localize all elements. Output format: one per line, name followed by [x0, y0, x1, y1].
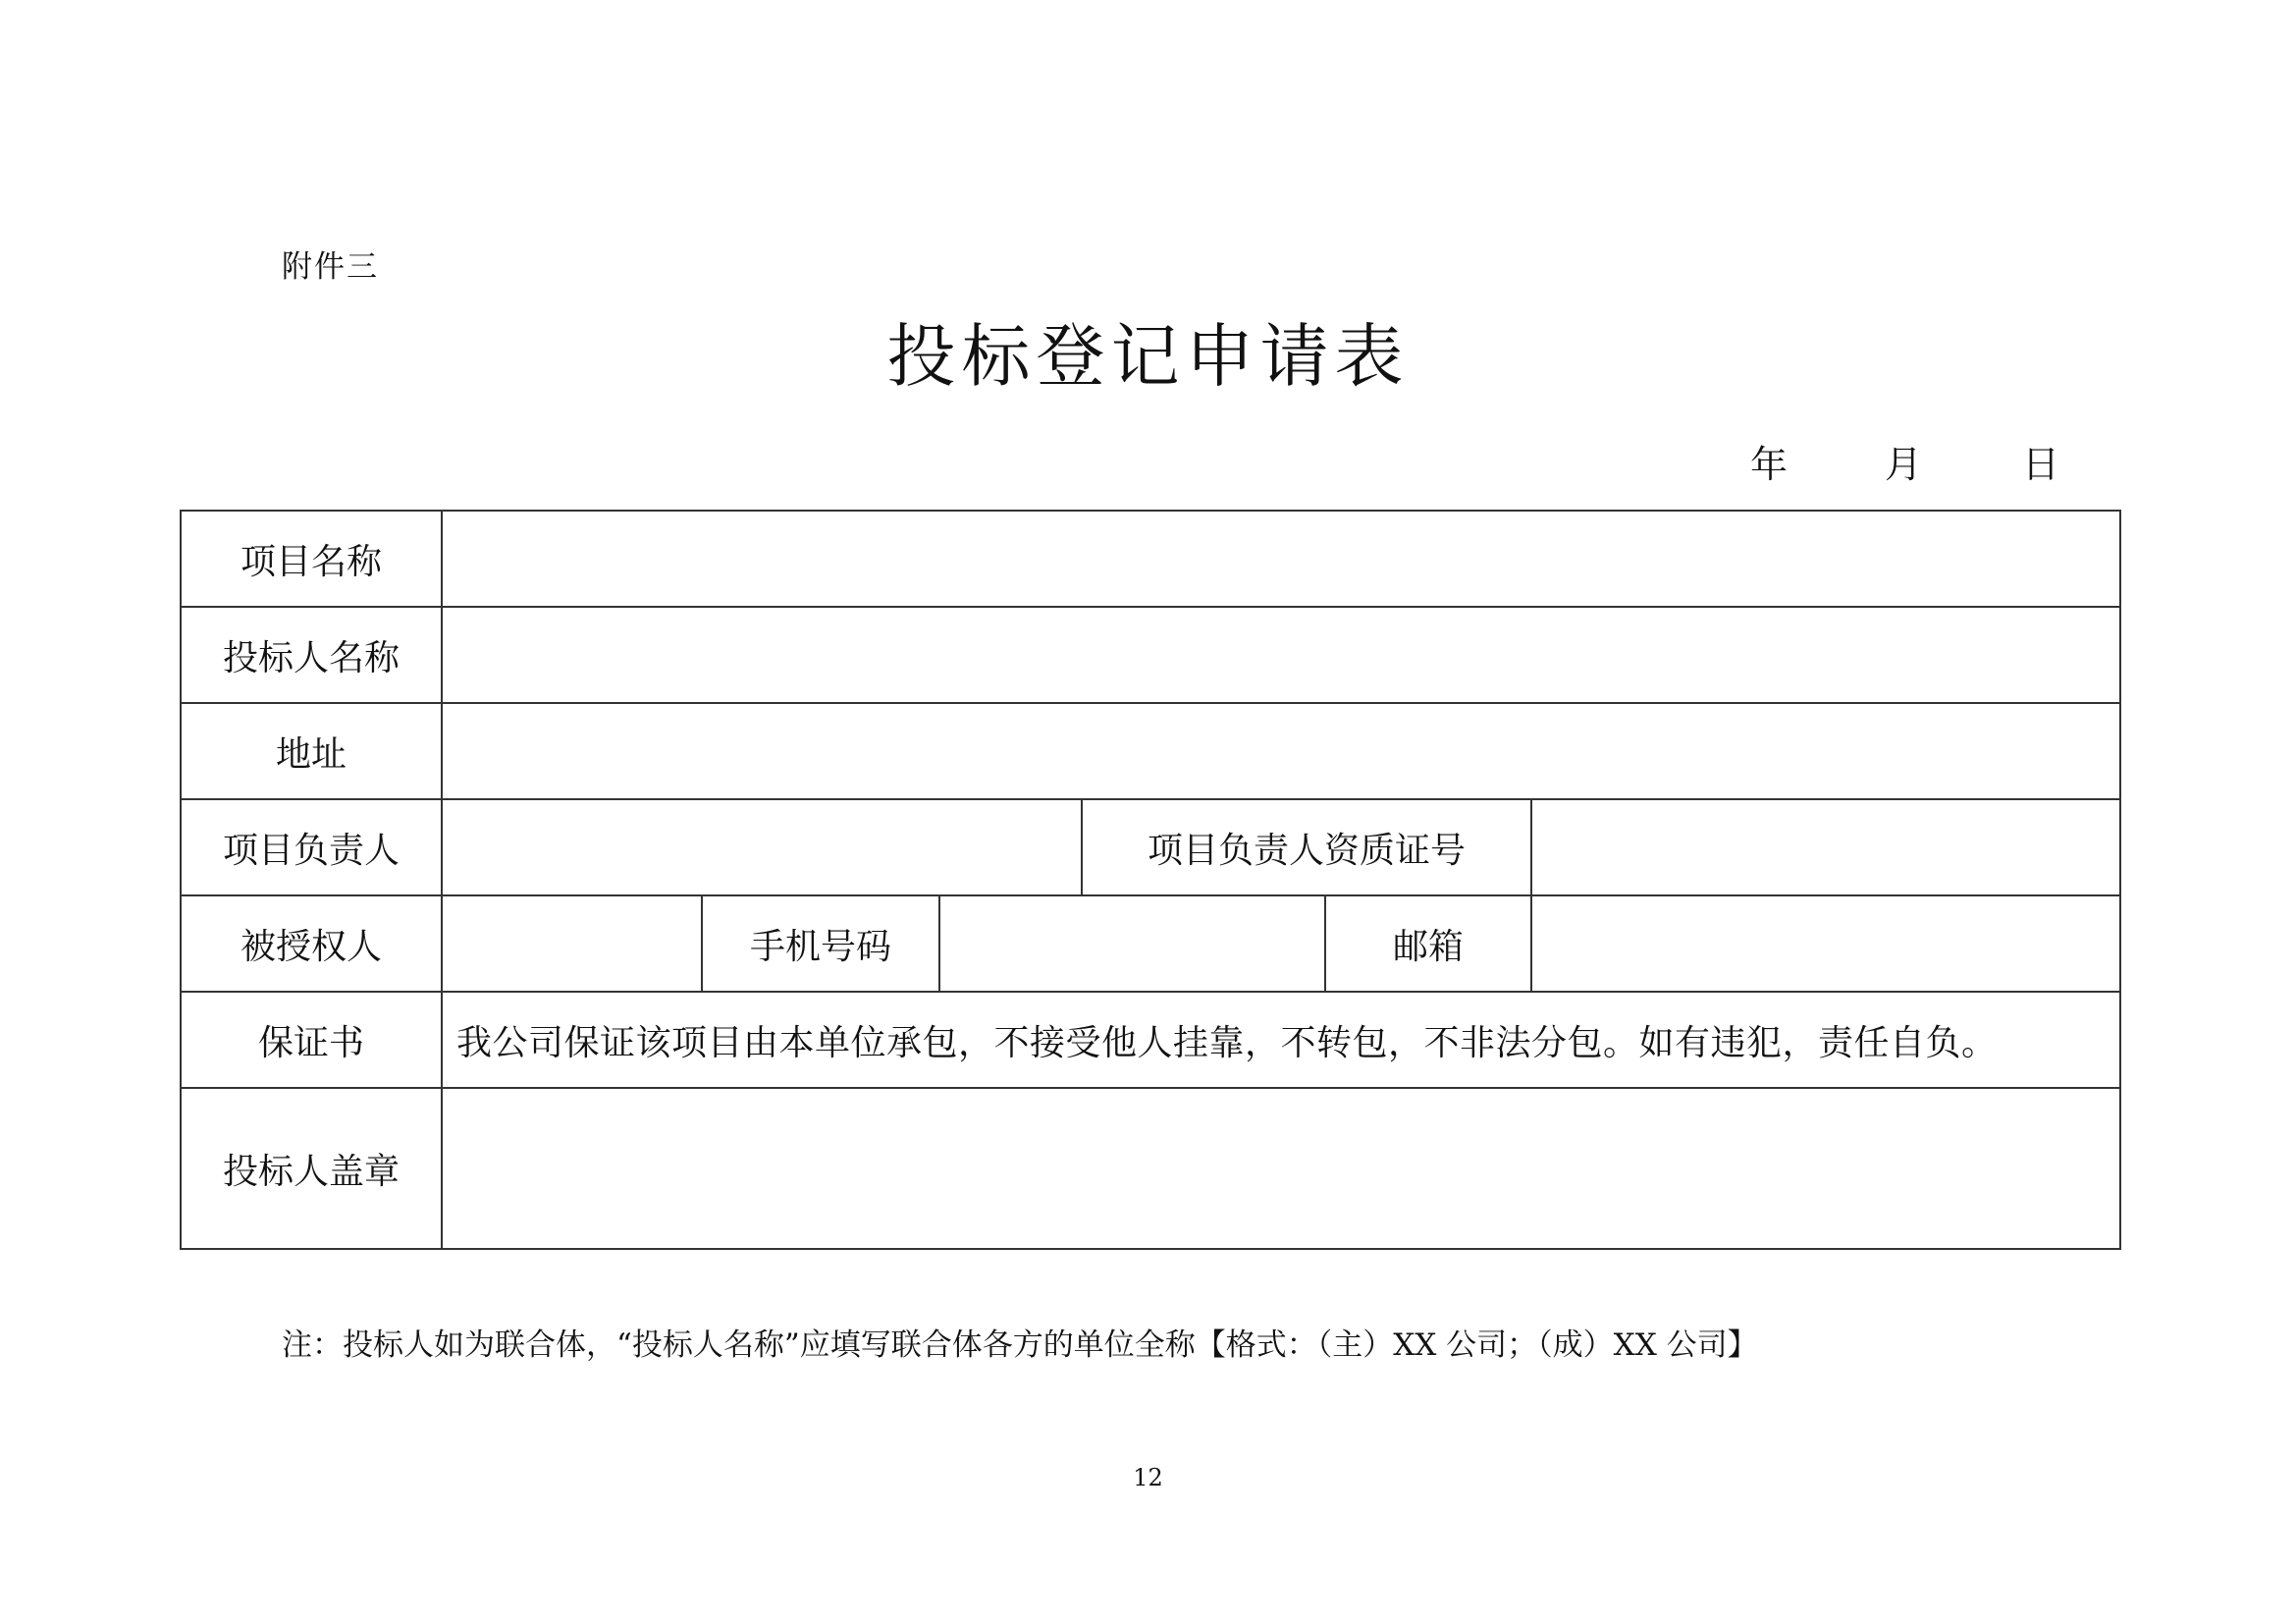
page-number: 12 [1133, 1464, 1163, 1491]
manager-cert-label: 项目负责人资质证号 [1082, 799, 1531, 895]
authorized-person-label: 被授权人 [181, 895, 442, 992]
project-name-label: 项目名称 [181, 511, 442, 607]
row-address [181, 703, 2120, 799]
guarantee-label: 保证书 [181, 992, 442, 1088]
seal-label: 投标人盖章 [181, 1088, 442, 1249]
date-month-label: 月 [1885, 443, 1923, 486]
row-authorized-person [181, 895, 2120, 992]
bidder-name-field[interactable] [442, 607, 2120, 703]
project-manager-field[interactable] [442, 799, 1082, 895]
row-bidder-name [181, 607, 2120, 703]
attachment-label: 附件三 [282, 249, 379, 285]
authorized-person-field[interactable] [442, 895, 702, 992]
registration-form-table [180, 510, 2121, 1250]
date-year-label: 年 [1750, 443, 1789, 486]
row-project-name [181, 511, 2120, 607]
email-label: 邮箱 [1325, 895, 1531, 992]
manager-cert-field[interactable] [1531, 799, 2120, 895]
address-field[interactable] [442, 703, 2120, 799]
project-name-field[interactable] [442, 511, 2120, 607]
guarantee-text: 我公司保证该项目由本单位承包，不接受他人挂靠，不转包，不非法分包。如有违犯，责任自负。 [442, 992, 2120, 1088]
row-seal [181, 1088, 2120, 1249]
project-manager-label: 项目负责人 [181, 799, 442, 895]
footnote: 注：投标人如为联合体，“投标人名称”应填写联合体各方的单位全称【格式：（主）XX 公司；（成）XX 公司】 [282, 1327, 1758, 1363]
mobile-label: 手机号码 [702, 895, 939, 992]
date-day-label: 日 [2022, 443, 2060, 486]
page-title: 投标登记申请表 [886, 316, 1410, 397]
row-project-manager [181, 799, 2120, 895]
row-guarantee [181, 992, 2120, 1088]
bidder-name-label: 投标人名称 [181, 607, 442, 703]
email-field[interactable] [1531, 895, 2120, 992]
seal-field[interactable] [442, 1088, 2120, 1249]
address-label: 地址 [181, 703, 442, 799]
mobile-field[interactable] [939, 895, 1325, 992]
